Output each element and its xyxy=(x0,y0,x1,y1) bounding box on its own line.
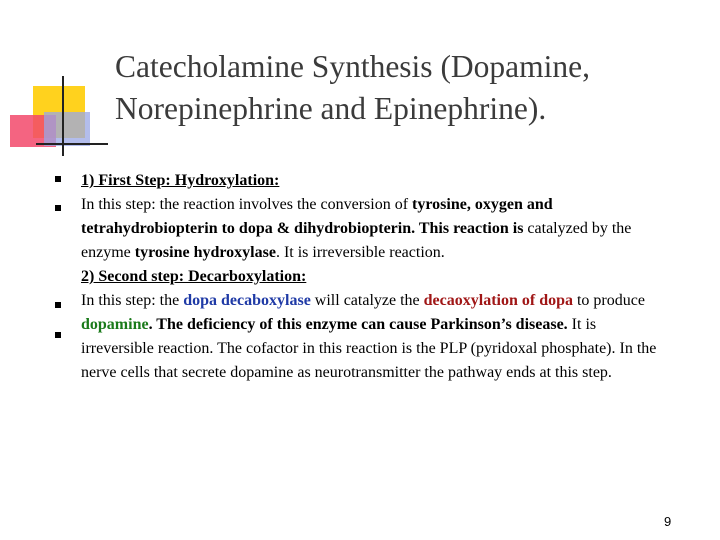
step1-heading: 1) First Step: Hydroxylation: xyxy=(81,172,280,189)
step2-text-d: It is irreversible reaction. The cofactor in this reaction is the PLP (pyridoxal phosphate). In the nerve cells that secrete dopamine as neurotransmitter the pathway ends at this step. xyxy=(81,316,657,381)
step1-substrates: tyrosine, oxygen and tetrahydrobiopterin to dopa & dihydrobiopterin. This reaction is xyxy=(81,196,553,237)
step2-text-b: will catalyze the xyxy=(310,292,424,309)
step2-text-a: In this step: the xyxy=(81,292,184,309)
step2-body xyxy=(81,289,671,385)
bullet-marker-1 xyxy=(55,176,61,182)
bullet-marker-3 xyxy=(55,302,61,308)
title-line-1: Catecholamine Synthesis (Dopamine, xyxy=(115,49,591,84)
step2-deficiency: . The deficiency of this enzyme can cause Parkinson’s disease. xyxy=(148,316,568,333)
step1-text-c: . It is irreversible reaction. xyxy=(275,244,445,261)
page-number: 9 xyxy=(664,514,672,529)
step1-enzyme: tyrosine hydroxylase xyxy=(134,244,276,261)
decor-blue-square xyxy=(44,112,90,146)
step1-body xyxy=(81,193,671,265)
title-line-2: Norepinephrine and Epinephrine). xyxy=(115,91,547,126)
bullet-marker-2 xyxy=(55,205,61,211)
step1-text-a: In this step: the reaction involves the conversion of xyxy=(81,196,413,213)
step1-text-b: catalyzed by the enzyme xyxy=(81,220,632,261)
step2-enzyme: dopa decaboxylase xyxy=(183,292,311,309)
step2-product: dopamine xyxy=(81,316,149,333)
step2-text-c: to produce xyxy=(572,292,645,309)
slide-title xyxy=(115,46,590,130)
step2-heading: 2) Second step: Decarboxylation: xyxy=(81,268,307,285)
slide-body xyxy=(81,169,671,385)
step2-reaction: decaoxylation of dopa xyxy=(423,292,573,309)
decor-horizontal-line xyxy=(36,143,108,145)
bullet-marker-4 xyxy=(55,332,61,338)
